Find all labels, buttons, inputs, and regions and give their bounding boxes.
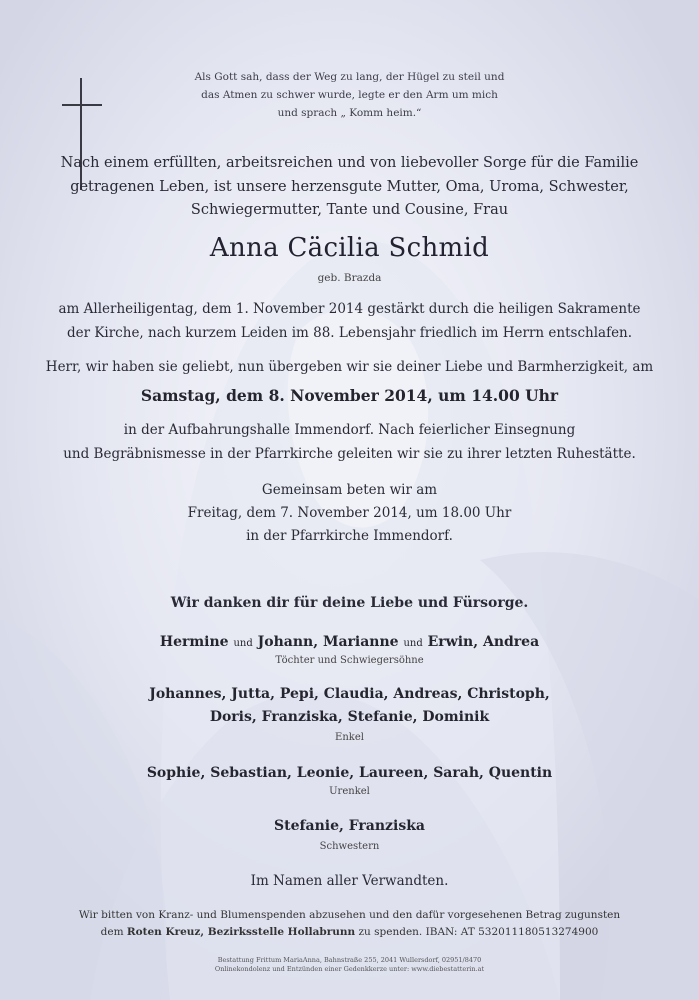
poem-line: und sprach „ Komm heim.“: [277, 107, 422, 119]
intro-line: getragenen Leben, ist unsere herzensgute Mutter, Oma, Uroma, Schwester,: [70, 178, 629, 195]
prayer-line: in der Pfarrkirche Immendorf.: [246, 528, 453, 544]
charity-name: Roten Kreuz, Bezirksstelle Hollabrunn: [126, 926, 356, 938]
mourners-grandchildren: [0, 683, 699, 729]
prayer-line: Freitag, dem 7. November 2014, um 18.00 Uhr: [187, 505, 512, 521]
mourners-great-grandchildren: Sophie, Sebastian, Leonie, Laureen, Sarah, Quentin: [146, 765, 553, 781]
mourner-names-line: Doris, Franziska, Stefanie, Dominik: [209, 709, 490, 725]
request-line: [0, 924, 699, 941]
death-notice: [0, 298, 699, 345]
mourners-sisters: Stefanie, Franziska: [274, 818, 425, 834]
mourners-children: [0, 632, 699, 654]
request-text: dem: [100, 926, 124, 938]
role-children: Töchter und Schwiegersöhne: [275, 655, 424, 666]
birth-name: geb. Brazda: [317, 272, 382, 284]
prayer-line: Gemeinsam beten wir am: [261, 482, 438, 498]
conjunction: und: [233, 638, 253, 649]
role-great-grandchildren: Urenkel: [329, 786, 370, 797]
ceremony-text: [0, 418, 699, 466]
role-grandchildren: Enkel: [335, 732, 364, 743]
request-line: Wir bitten von Kranz- und Blumenspenden abzusehen und den dafür vorgesehenen Betrag zugunsten: [78, 909, 621, 921]
mourner-name: Erwin, Andrea: [427, 634, 540, 650]
conjunction: und: [403, 638, 423, 649]
farewell-text: Herr, wir haben sie geliebt, nun übergeben wir sie deiner Liebe und Barmherzigkeit, am: [45, 359, 654, 375]
footer-line: Bestattung Frittum MariaAnna, Bahnstraße 255, 2041 Wullersdorf, 02951/8470: [217, 956, 482, 964]
poem-line: das Atmen zu schwer wurde, legte er den Arm um mich: [201, 89, 498, 101]
intro-text: [0, 152, 699, 223]
donation-request: [0, 907, 699, 941]
death-line: der Kirche, nach kurzem Leiden im 88. Lebensjahr friedlich im Herrn entschlafen.: [66, 324, 633, 341]
thanks-text: Wir danken dir für deine Liebe und Fürsorge.: [170, 595, 529, 611]
prayer-info: [0, 479, 699, 548]
footer: [0, 956, 699, 974]
deceased-name: Anna Cäcilia Schmid: [209, 233, 490, 263]
intro-line: Nach einem erfüllten, arbeitsreichen und von liebevoller Sorge für die Familie: [60, 155, 639, 171]
ceremony-line: in der Aufbahrungshalle Immendorf. Nach feierlicher Einsegnung: [123, 422, 576, 438]
poem-line: Als Gott sah, dass der Weg zu lang, der Hügel zu steil und: [194, 71, 505, 83]
funeral-date: Samstag, dem 8. November 2014, um 14.00 Uhr: [140, 386, 559, 405]
ceremony-line: und Begräbnismesse in der Pfarrkirche geleiten wir sie zu ihrer letzten Ruhestätte.: [63, 446, 636, 462]
footer-line: Onlinekondolenz und Entzünden einer Gedenkkerze unter: www.diebestatterin.at: [214, 965, 485, 973]
mourner-name: Hermine: [159, 634, 229, 650]
poem: [0, 68, 699, 122]
on-behalf-text: Im Namen aller Verwandten.: [250, 873, 449, 889]
mourner-name: Johann, Marianne: [257, 634, 399, 650]
mourner-names-line: Johannes, Jutta, Pepi, Claudia, Andreas, Christoph,: [149, 686, 550, 702]
request-text: zu spenden. IBAN: AT 532011180513274900: [358, 926, 599, 938]
intro-line: Schwiegermutter, Tante und Cousine, Frau: [190, 202, 509, 218]
role-sisters: Schwestern: [319, 841, 380, 852]
death-line: am Allerheiligentag, dem 1. November 2014 gestärkt durch die heiligen Sakramente: [58, 301, 641, 317]
